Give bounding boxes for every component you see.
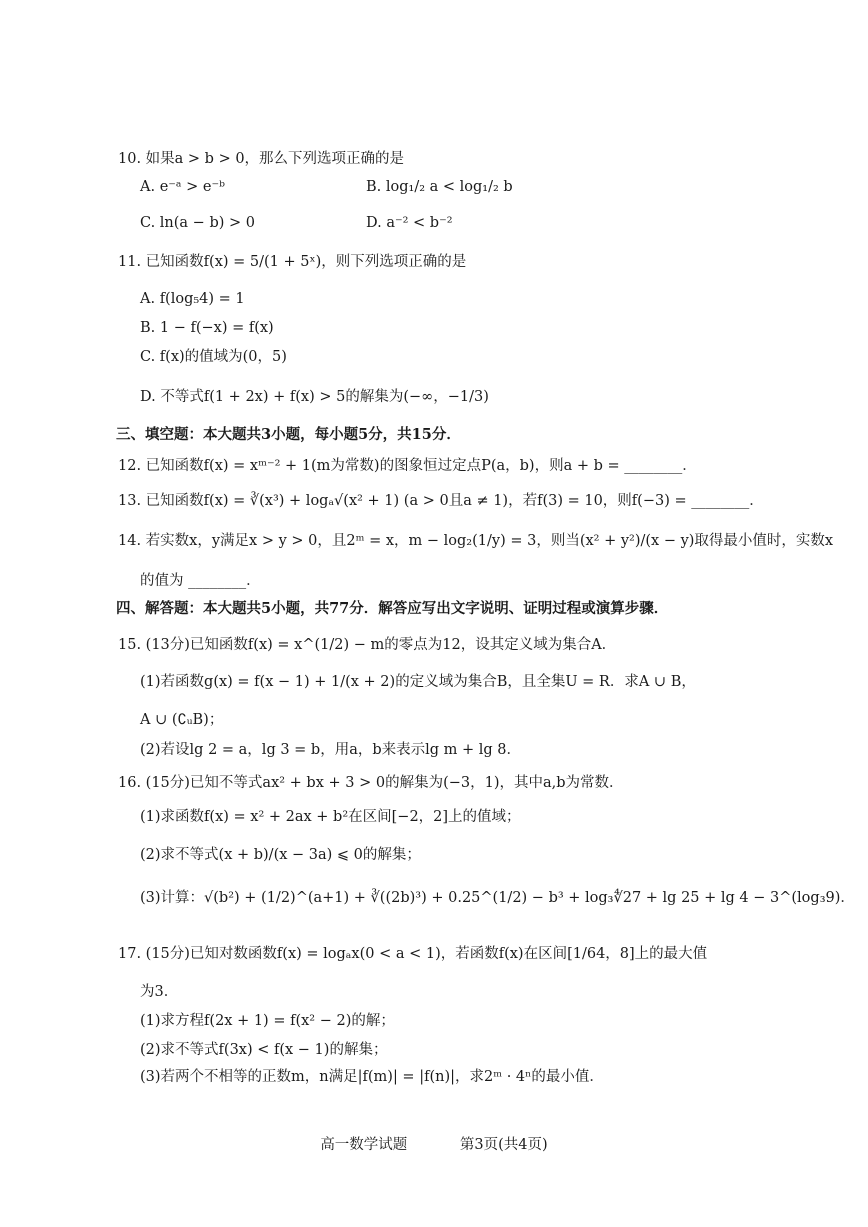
q10-option-b: B. log₁/₂ a < log₁/₂ b bbox=[366, 179, 513, 195]
q15-part-2: (2)若设lg 2 = a，lg 3 = b，用a，b来表示lg m + lg 8． bbox=[140, 742, 522, 758]
q14: 14. 若实数x，y满足x > y > 0，且2ᵐ = x，m − log₂(1/y) = 3，则当(x² + y²)/(x − y)取得最小值时，实数x bbox=[118, 533, 834, 549]
q10-option-d: D. a⁻² < b⁻² bbox=[366, 215, 453, 231]
q11-stem: 11. 已知函数f(x) = 5/(1 + 5ˣ)，则下列选项正确的是 bbox=[118, 254, 467, 270]
q16-part-1: (1)求函数f(x) = x² + 2ax + b²在区间[−2，2]上的值域； bbox=[140, 809, 521, 825]
q13: 13. 已知函数f(x) = ∛(x³) + logₐ√(x² + 1) (a > 0且a ≠ 1)，若f(3) = 10，则f(−3) = ________． bbox=[118, 493, 764, 509]
q12: 12. 已知函数f(x) = xᵐ⁻² + 1(m为常数)的图象恒过定点P(a，b)，则a + b = ________． bbox=[118, 458, 697, 474]
section-4-heading: 四、解答题：本大题共5小题，共77分．解答应写出文字说明、证明过程或演算步骤． bbox=[116, 600, 669, 617]
q17-part-2: (2)求不等式f(3x) < f(x − 1)的解集； bbox=[140, 1042, 388, 1058]
footer-title: 高一数学试题 bbox=[320, 1137, 408, 1153]
page-footer bbox=[0, 1133, 868, 1154]
q14-continued: 的值为 ________． bbox=[140, 573, 261, 589]
q10-option-a: A. e⁻ᵃ > e⁻ᵇ B. log₁/₂ a < log₁/₂ b bbox=[140, 176, 808, 198]
q15-stem: 15. (13分)已知函数f(x) = x^(1/2) − m的零点为12，设其定义域为集合A． bbox=[118, 637, 617, 653]
q11-option-a: A. f(log₅4) = 1 bbox=[140, 291, 245, 307]
q17-part-3: (3)若两个不相等的正数m，n满足|f(m)| = |f(n)|，求2ᵐ · 4ⁿ的最小值． bbox=[140, 1069, 604, 1085]
q15-part-1: (1)若函数g(x) = f(x − 1) + 1/(x + 2)的定义域为集合B，且全集U = R．求A ∪ B， bbox=[140, 674, 696, 690]
q10-stem: 10. 如果a > b > 0，那么下列选项正确的是 bbox=[118, 151, 405, 167]
q17-stem: 17. (15分)已知对数函数f(x) = logₐx(0 < a < 1)，若函数f(x)在区间[1/64，8]上的最大值 bbox=[118, 946, 708, 962]
section-3-heading: 三、填空题：本大题共3小题，每小题5分，共15分． bbox=[116, 426, 461, 443]
q16-stem: 16. (15分)已知不等式ax² + bx + 3 > 0的解集为(−3，1)，其中a,b为常数． bbox=[118, 775, 624, 791]
q11-option-b: B. 1 − f(−x) = f(x) bbox=[140, 320, 274, 336]
q11-option-d: D. 不等式f(1 + 2x) + f(x) > 5的解集为(−∞，−1/3) bbox=[140, 389, 489, 405]
q16-part-2: (2)求不等式(x + b)/(x − 3a) ⩽ 0的解集； bbox=[140, 847, 421, 863]
q17-part-1: (1)求方程f(2x + 1) = f(x² − 2)的解； bbox=[140, 1013, 395, 1029]
footer-page-number: 第3页(共4页) bbox=[459, 1137, 548, 1153]
q17-stem-continued: 为3． bbox=[140, 984, 179, 1000]
q11-option-c: C. f(x)的值域为(0，5) bbox=[140, 349, 287, 365]
q15-part-1-continued: A ∪ (∁ᵤB)； bbox=[140, 712, 224, 728]
q10-option-c: C. ln(a − b) > 0 D. a⁻² < b⁻² bbox=[140, 212, 808, 234]
q16-part-3: (3)计算：√(b²) + (1/2)^(a+1) + ∛((2b)³) + 0.25^(1/2) − b³ + log₃∜27 + lg 25 + lg 4 − 3^(log₃9)． bbox=[140, 890, 855, 906]
